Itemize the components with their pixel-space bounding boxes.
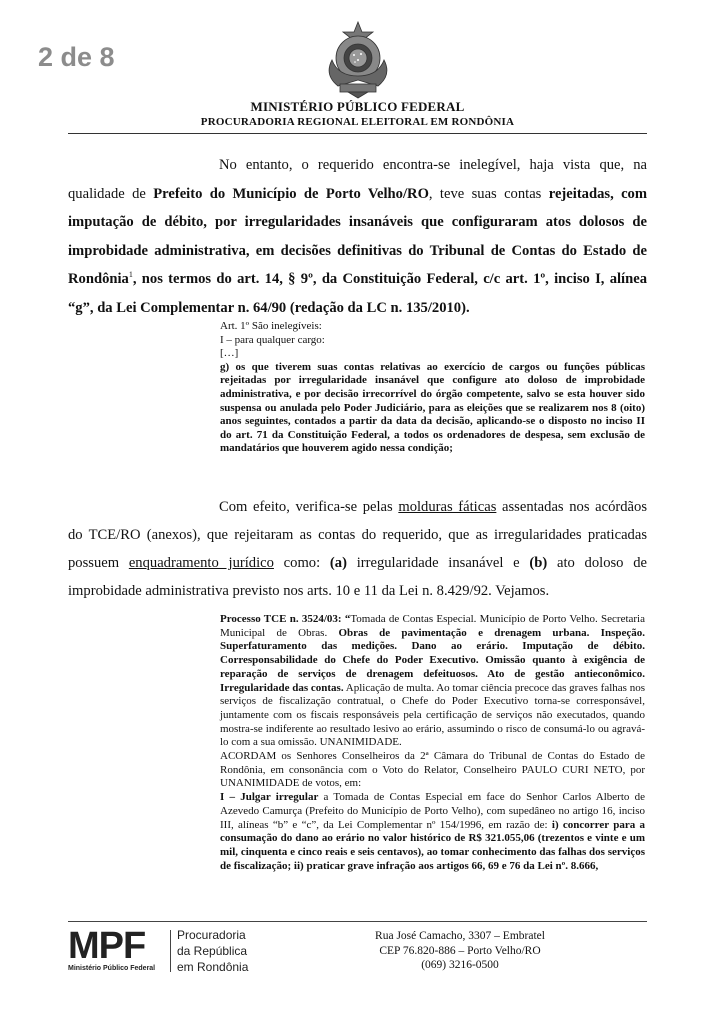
- footer-divider: [68, 921, 647, 922]
- paragraph-2: Com efeito, verifica-se pelas molduras fáticas assentadas nos acórdãos do TCE/RO (anexos), que rejeitaram as contas do requerido, que as irregularidades praticadas possuem enquadramento jurídico como: (a) irregularidade insanável e (b) ato doloso de improbidade administrativa previsto nos arts. 10 e 11 da Lei n. 8.429/92. Vejamos.: [68, 499, 647, 599]
- footer-address: Rua José Camacho, 3307 – Embratel CEP 76.820-886 – Porto Velho/RO (069) 3216-0500: [375, 930, 545, 971]
- mpf-logo: MPF: [68, 925, 146, 967]
- unit-name: Procuradoria da República em Rondônia: [177, 928, 249, 974]
- tce-decision-quote: Processo TCE n. 3524/03: “Tomada de Contas Especial. Município de Porto Velho. Secretaria Municipal de Obras. Obras de pavimentação e drenagem urbana. Inspeção. Superfaturamento das medições. Dano ao erário. Imputação de débito. Corresponsabilidade do Chefe do Poder Executivo. Omissão quanto à exigência de reparação de serviços de drenagem defeituosos. Ato de gestão antieconômico. Irregularidade das contas. Aplicação de multa. Ao tomar ciência precoce das graves falhas nos serviços de fiscalização contratual, o Chefe do Poder Executivo torna-se corresponsável, juntamente com os fiscais responsáveis pela certificação de serviços não executados, quando mostra-se indiferente ao resultado lesivo ao erário, assumindo o risco de consumá-lo ou agravá-lo com a sua omissão. UNANIMIDADE. ACORDAM os Senhores Conselheiros da 2ª Câmara do Tribunal de Contas do Estado de Rondônia, em consonância com o Voto do Relator, Conselheiro PAULO CURI NETO, por UNANIMIDADE de votos, em: I – Julgar irregular a Tomada de Contas Especial em face do Senhor Carlos Alberto de Azevedo Camurça (Prefeito do Município de Porto Velho), com supedâneo no artigo 16, inciso III, alíneas “b” e “c”, da Lei Complementar nº 154/1996, em razão de: i) concorrer para a consumação do dano ao erário no valor histórico de R$ 321.055,06 (trezentos e vinte e um mil, cinquenta e cinco reais e seis centavos), ao tomar conhecimento das falhas dos serviços de fiscalização; ii) praticar grave infração aos artigos 66, 69 e 76 da Lei nº. 8.666,: [220, 613, 646, 872]
- brazil-coat-of-arms-icon: [318, 20, 398, 100]
- logo-divider: [170, 930, 171, 972]
- paragraph-1: No entanto, o requerido encontra-se inelegível, haja vista que, na qualidade de Prefeito do Município de Porto Velho/RO, teve suas contas rejeitadas, com imputação de débito, por irregularidades insanáveis que configuraram atos dolosos de improbidade administrativa, em decisões definitivas do Tribunal de Contas do Estado de Rondônia$^1$, nos termos do art. 14, § 9º, da Constituição Federal, c/c art. 1º, inciso I, alínea “g”, da Lei Complementar n. 64/90 (redação da LC n. 135/2010).: [68, 157, 648, 316]
- legal-citation-quote: Art. 1º São inelegíveis: I – para qualquer cargo: […] g) os que tiverem suas contas relativas ao exercício de cargos ou funções públicas rejeitadas por irregularidade insanável que configure ato doloso de improbidade administrativa, e por decisão irrecorrível do órgão competente, salvo se esta houver sido suspensa ou anulada pelo Poder Judiciário, para as eleições que se realizarem nos 8 (oito) anos seguintes, contados a partir da data da decisão, aplicando-se o disposto no inciso II do art. 71 da Constituição Federal, a todos os ordenadores de despesa, sem exclusão de mandatários que houverem agido nessa condição;: [220, 320, 645, 455]
- header-divider: [68, 133, 647, 134]
- page-counter: 2 de 8: [38, 42, 115, 72]
- footnote-ref[interactable]: 1: [128, 270, 133, 280]
- header-title: MINISTÉRIO PÚBLICO FEDERAL: [250, 99, 465, 114]
- header-subtitle: PROCURADORIA REGIONAL ELEITORAL EM RONDÔNIA: [200, 116, 515, 128]
- mpf-logo-caption: Ministério Público Federal: [68, 965, 156, 972]
